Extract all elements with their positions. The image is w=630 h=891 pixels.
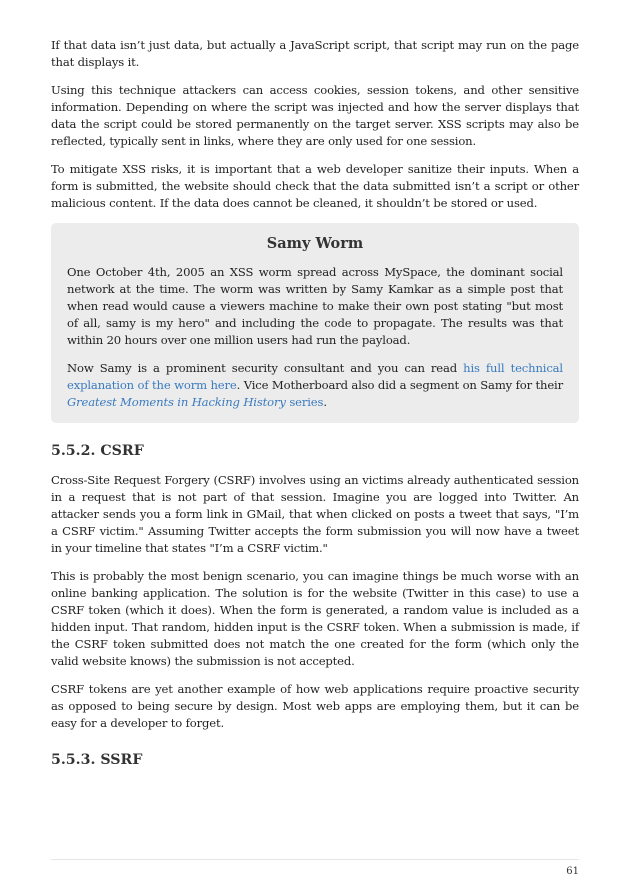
sidebar-paragraph-1: One October 4th, 2005 an XSS worm spread across MySpace, the dominant social network at the time. The worm was written by Samy Kamkar as a simple post that when read would cause a viewers machine to make their own post stating "but most of all, samy is my hero" and including the code to propagate. The results was that within 20 hours over one million users had run the payload. <box>67 265 563 347</box>
intro-paragraph-2: Using this technique attackers can access cookies, session tokens, and other sensitive information. Depending on where the script was injected and how the server displays that data the script could be stored permanently on the target server. XSS scripts may also be reflected, typically sent in links, where they are only used for one session. <box>51 83 579 148</box>
sidebar-text-end: . <box>323 395 327 409</box>
ssrf-heading: 5.5.3. SSRF <box>51 752 143 768</box>
samy-worm-sidebar <box>51 223 579 423</box>
greatest-moments-link[interactable] <box>67 395 323 409</box>
csrf-heading: 5.5.2. CSRF <box>51 443 144 459</box>
technical-explanation-link[interactable]: his full technical explanation of the worm here <box>67 361 563 392</box>
sidebar-text-before-link: Now Samy is a prominent security consultant and you can read <box>67 361 464 375</box>
greatest-moments-series: series <box>285 395 324 409</box>
csrf-paragraph-1: Cross-Site Request Forgery (CSRF) involves using an victims already authenticated session in a request that is not part of that session. Imagine you are logged into Twitter. An attacker sends you a form link in GMail, that when clicked on posts a tweet that says, "I’m a CSRF victim." Assuming Twitter accepts the form submission you will now have a tweet in your timeline that states "I’m a CSRF victim." <box>51 473 579 555</box>
csrf-paragraph-3: CSRF tokens are yet another example of how web applications require proactive security as opposed to being secure by design. Most web apps are employing them, but it can be easy for a developer to forget. <box>51 682 579 730</box>
intro-paragraph-3: To mitigate XSS risks, it is important that a web developer sanitize their inputs. When a form is submitted, the website should check that the data submitted isn’t a script or other malicious content. If the data does cannot be cleaned, it shouldn’t be stored or used. <box>51 162 579 210</box>
csrf-paragraph-2: This is probably the most benign scenario, you can imagine things be much worse with an online banking application. The solution is for the website (Twitter in this case) to use a CSRF token (which it does). When the form is generated, a random value is included as a hidden input. That random, hidden input is the CSRF token. When a submission is made, if the CSRF token submitted does not match the one created for the form (which only the valid website knows) the submission is not accepted. <box>51 569 579 668</box>
sidebar-text-middle: . Vice Motherboard also did a segment on Samy for their <box>236 378 563 392</box>
footer-divider <box>51 859 579 860</box>
sidebar-title: Samy Worm <box>266 235 364 252</box>
page-content <box>51 37 579 781</box>
intro-paragraph-1: If that data isn’t just data, but actually a JavaScript script, that script may run on the page that displays it. <box>51 38 579 69</box>
sidebar-paragraph-2 <box>67 360 563 411</box>
page-number: 61 <box>566 866 579 877</box>
greatest-moments-title: Greatest Moments in Hacking History <box>67 395 286 409</box>
